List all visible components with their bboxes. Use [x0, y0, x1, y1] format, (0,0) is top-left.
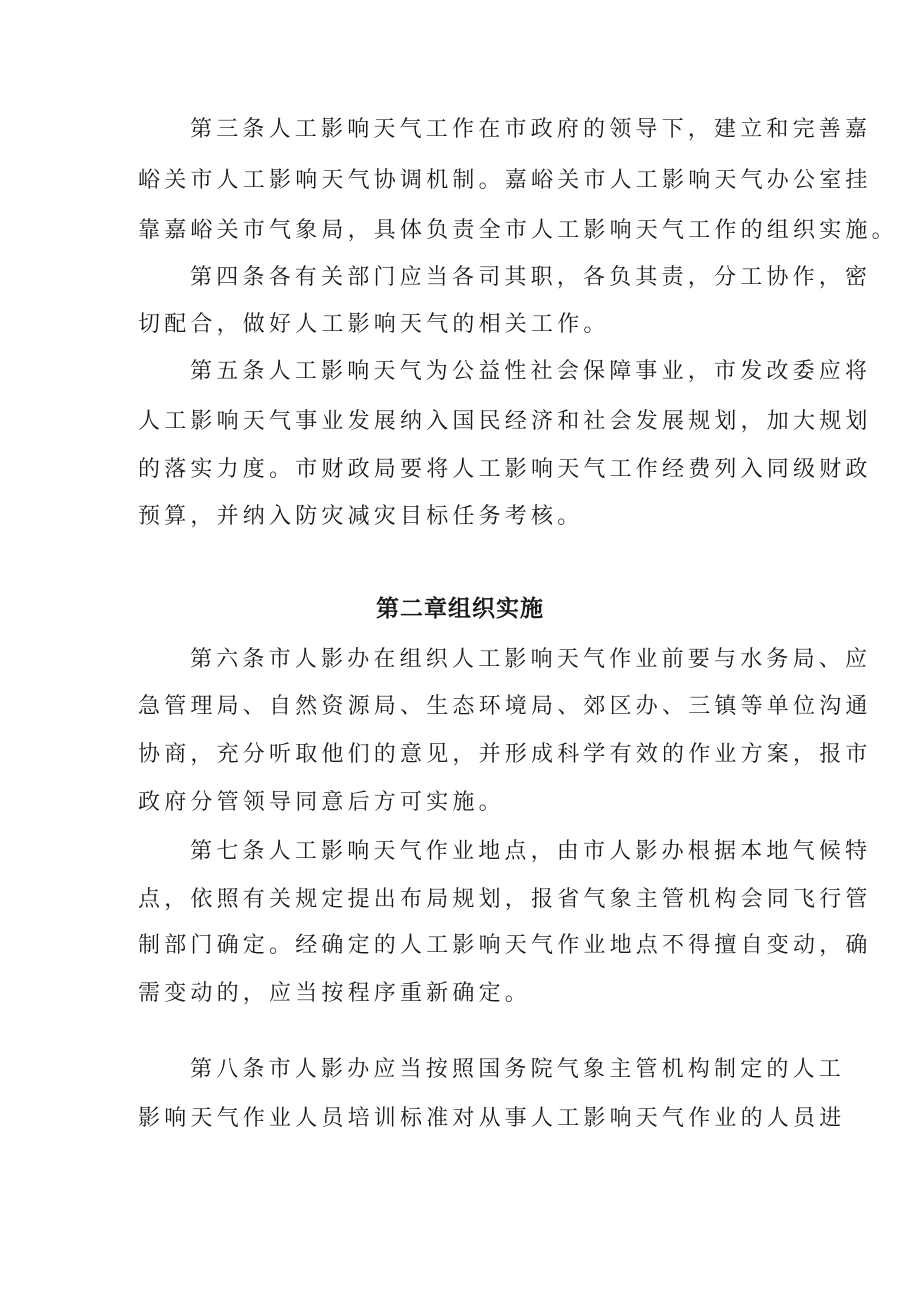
- article-6-line-2: 急管理局、自然资源局、生态环境局、郊区办、三镇等单位沟通: [138, 694, 872, 719]
- article-4-line-1: 第四条各有关部门应当各司其职，各负其责，分工协作，密: [190, 265, 872, 290]
- article-4-line-2: 切配合，做好人工影响天气的相关工作。: [138, 312, 610, 337]
- article-3-line-2: 峪关市人工影响天气协调机制。嘉峪关市人工影响天气办公室挂: [138, 168, 872, 193]
- article-8-line-1: 第八条市人影办应当按照国务院气象主管机构制定的人工: [190, 1057, 846, 1082]
- article-5-line-3: 的落实力度。市财政局要将人工影响天气工作经费列入同级财政: [138, 457, 872, 482]
- article-6-line-4: 政府分管领导同意后方可实施。: [138, 790, 505, 815]
- article-7-line-4: 需变动的，应当按程序重新确定。: [138, 981, 532, 1006]
- article-5-line-1: 第五条人工影响天气为公益性社会保障事业，市发改委应将: [190, 359, 872, 384]
- article-6-line-1: 第六条市人影办在组织人工影响天气作业前要与水务局、应: [190, 647, 872, 672]
- article-3-line-3: 靠嘉峪关市气象局，具体负责全市人工影响天气工作的组织实施。: [138, 218, 898, 243]
- chapter-2-heading: 第二章组织实施: [376, 596, 544, 622]
- article-5-line-2: 人工影响天气事业发展纳入国民经济和社会发展规划，加大规划: [138, 409, 872, 434]
- article-5-line-4: 预算，并纳入防灾减灾目标任务考核。: [138, 504, 584, 529]
- article-3-line-1: 第三条人工影响天气工作在市政府的领导下，建立和完善嘉: [190, 117, 872, 142]
- article-7-line-3: 制部门确定。经确定的人工影响天气作业地点不得擅自变动，确: [138, 933, 872, 958]
- article-6-line-3: 协商，充分听取他们的意见，并形成科学有效的作业方案，报市: [138, 742, 872, 767]
- article-7-line-1: 第七条人工影响天气作业地点，由市人影办根据本地气候特: [190, 839, 872, 864]
- article-7-line-2: 点，依照有关规定提出布局规划，报省气象主管机构会同飞行管: [138, 887, 872, 912]
- article-8-line-2: 影响天气作业人员培训标准对从事人工影响天气作业的人员进: [138, 1106, 846, 1131]
